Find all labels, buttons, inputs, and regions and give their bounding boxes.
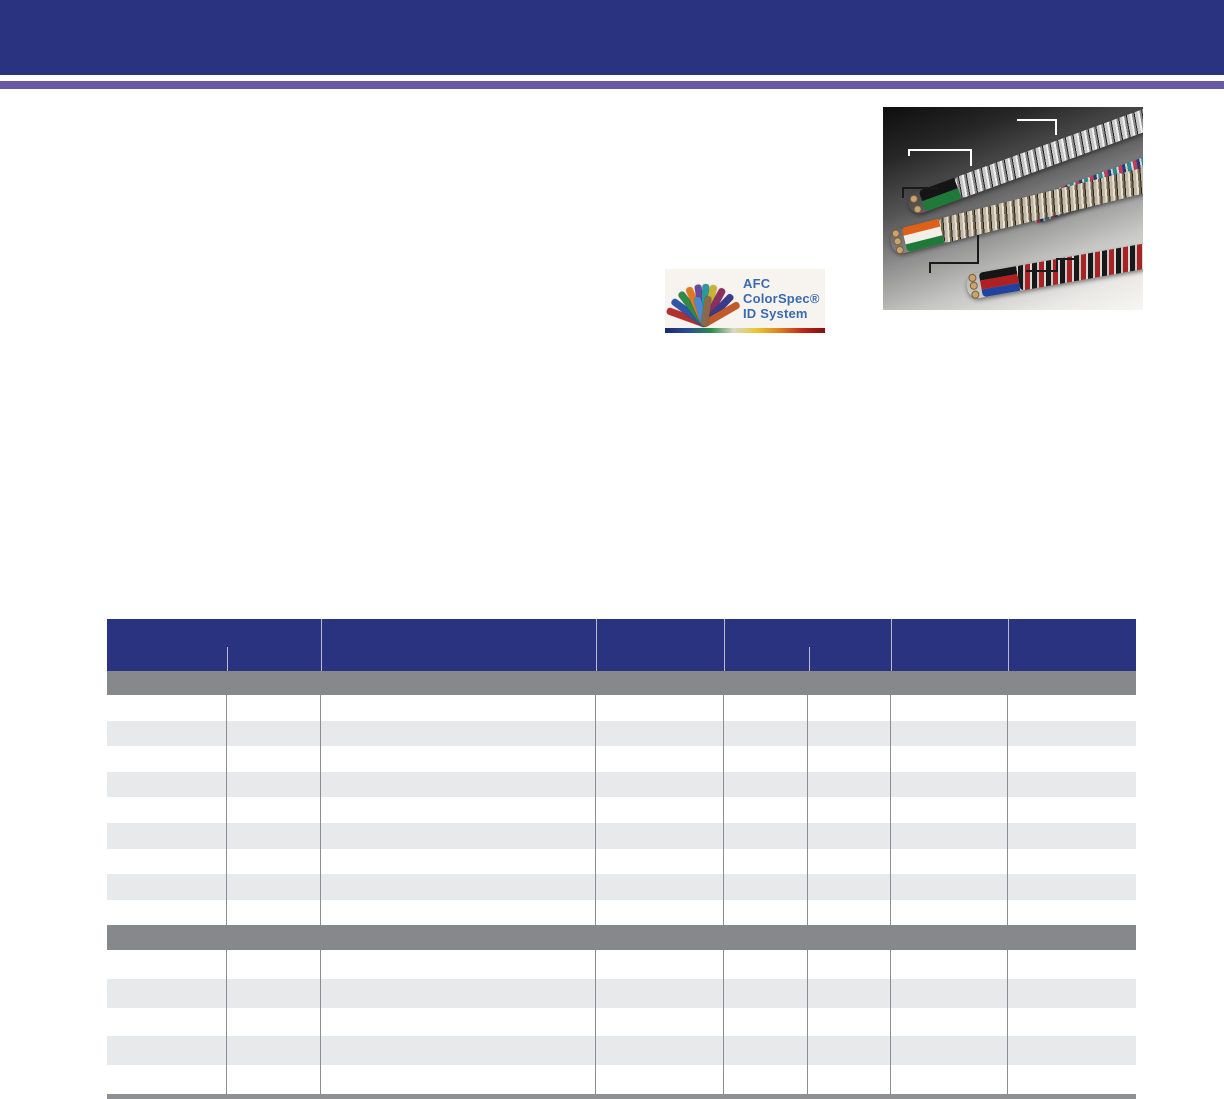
table-cell [808, 746, 891, 772]
table-row [107, 1008, 1136, 1037]
table-cell [1008, 695, 1136, 721]
table-cell [891, 1065, 1008, 1094]
callout-line-upper-left [908, 149, 910, 156]
table-row [107, 979, 1136, 1008]
table-row [107, 1036, 1136, 1065]
cable-armor [1016, 235, 1143, 291]
table-header-cell [107, 619, 321, 671]
table-row [107, 797, 1136, 823]
table-cell [321, 772, 596, 798]
table-cell [596, 746, 724, 772]
table-cell [724, 746, 808, 772]
table-cell [724, 900, 808, 926]
table-cell [1008, 1008, 1136, 1037]
table-cell [724, 721, 808, 747]
table-cell [1008, 1036, 1136, 1065]
table-cell [107, 849, 227, 875]
table-cell [891, 772, 1008, 798]
table-cell [227, 1036, 321, 1065]
table-cell [107, 772, 227, 798]
table-cell [808, 874, 891, 900]
table-cell [891, 1036, 1008, 1065]
table-cell [596, 1065, 724, 1094]
table-cell [227, 849, 321, 875]
table-header-cell [891, 619, 1008, 671]
table-cell [107, 797, 227, 823]
logo-line-colorspec: ColorSpec® [743, 291, 820, 306]
logo-line-idsystem: ID System [743, 306, 808, 321]
table-cell [596, 979, 724, 1008]
table-cell [724, 849, 808, 875]
table-cell [1008, 823, 1136, 849]
table-header-cell [724, 619, 891, 671]
table-cell [724, 1008, 808, 1037]
table-row [107, 1065, 1136, 1094]
table-cell [891, 979, 1008, 1008]
table-row [107, 823, 1136, 849]
table-cell [227, 1008, 321, 1037]
table-cell [1008, 900, 1136, 926]
table-cell [321, 1065, 596, 1094]
table-cell [596, 823, 724, 849]
table-header-row [107, 619, 1136, 671]
cables-product-photo [883, 107, 1143, 310]
table-header-cell [321, 619, 596, 671]
logo-line-afc: AFC [743, 276, 771, 291]
table-cell [1008, 797, 1136, 823]
table-cell [808, 721, 891, 747]
table-cell [596, 695, 724, 721]
callout-line-bottom-right [1026, 270, 1058, 272]
callout-line-top [1055, 119, 1057, 135]
table-cell [808, 1065, 891, 1094]
table-cell [227, 772, 321, 798]
table-cell [321, 874, 596, 900]
product-table [107, 619, 1136, 1099]
colorspec-logo [665, 269, 825, 333]
table-cell [227, 900, 321, 926]
table-cell [808, 849, 891, 875]
table-cell [321, 900, 596, 926]
logo-rainbow-strip [665, 328, 825, 333]
table-cell [891, 900, 1008, 926]
logo-text [743, 276, 820, 321]
table-cell [808, 979, 891, 1008]
table-cell [724, 950, 808, 979]
callout-line-bottom-right [1074, 258, 1076, 268]
table-row [107, 695, 1136, 721]
table-cell [1008, 772, 1136, 798]
header-subdivider [227, 647, 228, 671]
table-cell [1008, 874, 1136, 900]
table-section-band [107, 671, 1136, 695]
table-cell [596, 1008, 724, 1037]
table-cell [891, 950, 1008, 979]
table-section-band [107, 925, 1136, 950]
table-cell [321, 721, 596, 747]
table-row [107, 721, 1136, 747]
table-cell [808, 900, 891, 926]
table-cell [321, 695, 596, 721]
table-cell [891, 1008, 1008, 1037]
table-cell [107, 823, 227, 849]
table-cell [321, 1036, 596, 1065]
table-cell [227, 695, 321, 721]
table-cell [891, 721, 1008, 747]
table-cell [107, 1036, 227, 1065]
table-cell [321, 979, 596, 1008]
table-row [107, 900, 1136, 926]
table-cell [321, 849, 596, 875]
table-cell [107, 1008, 227, 1037]
table-cell [321, 823, 596, 849]
table-cell [107, 721, 227, 747]
table-cell [227, 721, 321, 747]
table-row [107, 849, 1136, 875]
table-cell [596, 849, 724, 875]
armored-cable-bottom [965, 235, 1143, 300]
table-cell [321, 950, 596, 979]
table-cell [891, 746, 1008, 772]
table-cell [891, 849, 1008, 875]
purple-divider-bar [0, 81, 1224, 89]
table-cell [808, 1008, 891, 1037]
table-cell [1008, 849, 1136, 875]
callout-line-upper-left [908, 149, 972, 151]
table-cell [107, 746, 227, 772]
callout-line-upper-left [970, 149, 972, 166]
table-cell [227, 746, 321, 772]
table-cell [596, 874, 724, 900]
table-header-cell [1008, 619, 1136, 671]
table-cell [891, 823, 1008, 849]
table-cell [724, 874, 808, 900]
table-cell [1008, 721, 1136, 747]
top-navy-banner [0, 0, 1224, 75]
table-cell [808, 797, 891, 823]
table-cell [227, 979, 321, 1008]
callout-line-bottom-middle [929, 262, 931, 273]
table-cell [227, 797, 321, 823]
table-cell [808, 1036, 891, 1065]
table-cell [227, 823, 321, 849]
callout-line-bottom-middle [977, 235, 979, 264]
table-cell [321, 1008, 596, 1037]
table-cell [724, 695, 808, 721]
table-cell [891, 797, 1008, 823]
callout-line-bottom-right [1056, 258, 1058, 272]
table-cell [808, 823, 891, 849]
table-cell [1008, 950, 1136, 979]
table-cell [891, 874, 1008, 900]
header-subdivider [809, 647, 810, 671]
table-cell [596, 797, 724, 823]
table-cell [808, 772, 891, 798]
cable-conductors [902, 219, 945, 252]
table-cell [321, 797, 596, 823]
callout-line-left [902, 187, 904, 198]
table-body [107, 671, 1136, 1099]
table-cell [596, 772, 724, 798]
table-cell [1008, 1065, 1136, 1094]
table-row [107, 874, 1136, 900]
table-cell [724, 1065, 808, 1094]
callout-line-bottom-middle [929, 262, 979, 264]
cable-conductors [979, 266, 1021, 297]
logo-cable-fan-image [669, 273, 741, 329]
table-cell [808, 950, 891, 979]
table-cell [808, 695, 891, 721]
table-row [107, 950, 1136, 979]
table-row [107, 772, 1136, 798]
table-cell [724, 823, 808, 849]
table-cell [724, 1036, 808, 1065]
table-cell [724, 797, 808, 823]
table-cell [724, 772, 808, 798]
table-cell [107, 695, 227, 721]
table-cell [596, 950, 724, 979]
table-row [107, 746, 1136, 772]
table-cell [596, 721, 724, 747]
table-cell [321, 746, 596, 772]
table-cell [724, 979, 808, 1008]
callout-line-top [1017, 119, 1057, 121]
table-cell [107, 979, 227, 1008]
table-cell [227, 874, 321, 900]
table-cell [227, 950, 321, 979]
callout-line-left [902, 187, 938, 189]
table-cell [107, 874, 227, 900]
table-cell [596, 900, 724, 926]
callout-line-bottom-right [1056, 258, 1076, 260]
table-header-cell [596, 619, 724, 671]
table-cell [227, 1065, 321, 1094]
table-cell [1008, 979, 1136, 1008]
table-bottom-edge [107, 1094, 1136, 1099]
table-cell [107, 900, 227, 926]
table-cell [107, 1065, 227, 1094]
table-cell [891, 695, 1008, 721]
table-cell [596, 1036, 724, 1065]
table-cell [1008, 746, 1136, 772]
table-cell [107, 950, 227, 979]
